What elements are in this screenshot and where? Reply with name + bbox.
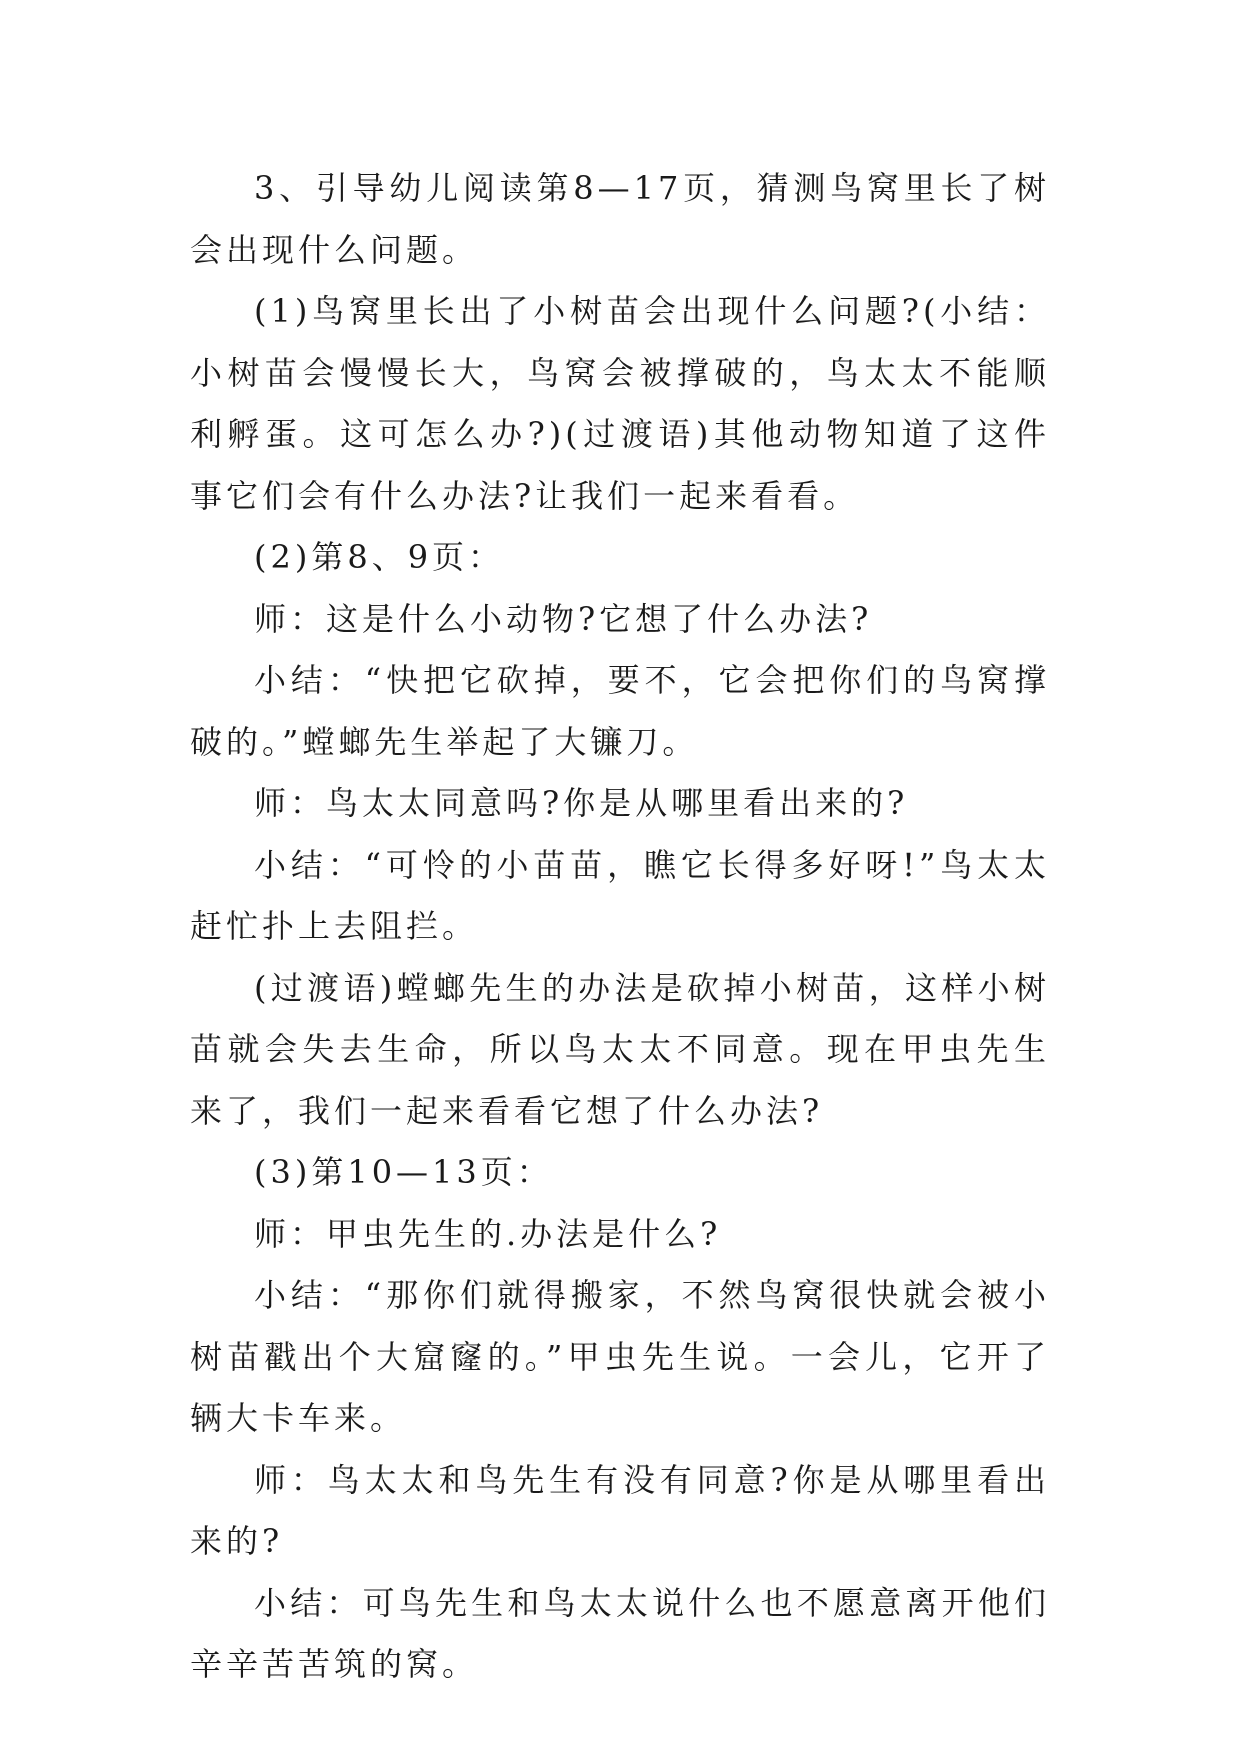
paragraph: 师：这是什么小动物?它想了什么办法? bbox=[254, 599, 873, 638]
paragraph: 小结：“那你们就得搬家，不然鸟窝很快就会被小树苗戳出个大窟窿的。”甲虫先生说。一会儿，它开了辆大卡车来。 bbox=[190, 1276, 1050, 1437]
paragraph: 小结：可鸟先生和鸟太太说什么也不愿意离开他们辛辛苦苦筑的窝。 bbox=[190, 1583, 1050, 1683]
paragraph: (3)第10—13页： bbox=[254, 1153, 553, 1191]
paragraph: 小结：“快把它砍掉，要不，它会把你们的鸟窝撑破的。”螳螂先生举起了大镰刀。 bbox=[190, 661, 1050, 761]
paragraph: 师：鸟太太同意吗?你是从哪里看出来的? bbox=[254, 784, 909, 822]
paragraph: 师：鸟太太和鸟先生有没有同意?你是从哪里看出来的? bbox=[190, 1460, 1050, 1560]
paragraph: 小结：“可怜的小苗苗，瞧它长得多好呀!”鸟太太赶忙扑上去阻拦。 bbox=[190, 845, 1050, 945]
paragraph: (2)第8、9页： bbox=[254, 538, 505, 576]
paragraph: 3、引导幼儿阅读第8—17页，猜测鸟窝里长了树会出现什么问题。 bbox=[190, 169, 1050, 269]
paragraph: 师：甲虫先生的.办法是什么? bbox=[254, 1214, 722, 1253]
paragraph: (1)鸟窝里长出了小树苗会出现什么问题?(小结：小树苗会慢慢长大，鸟窝会被撑破的，鸟太太不能顺利孵蛋。这可怎么办?)(过渡语)其他动物知道了这件事它们会有什么办法?让我们一起来看看。 bbox=[190, 292, 1050, 515]
document-body bbox=[190, 158, 1050, 1696]
paragraph: (过渡语)螳螂先生的办法是砍掉小树苗，这样小树苗就会失去生命，所以鸟太太不同意。现在甲虫先生来了，我们一起来看看它想了什么办法? bbox=[190, 968, 1050, 1130]
